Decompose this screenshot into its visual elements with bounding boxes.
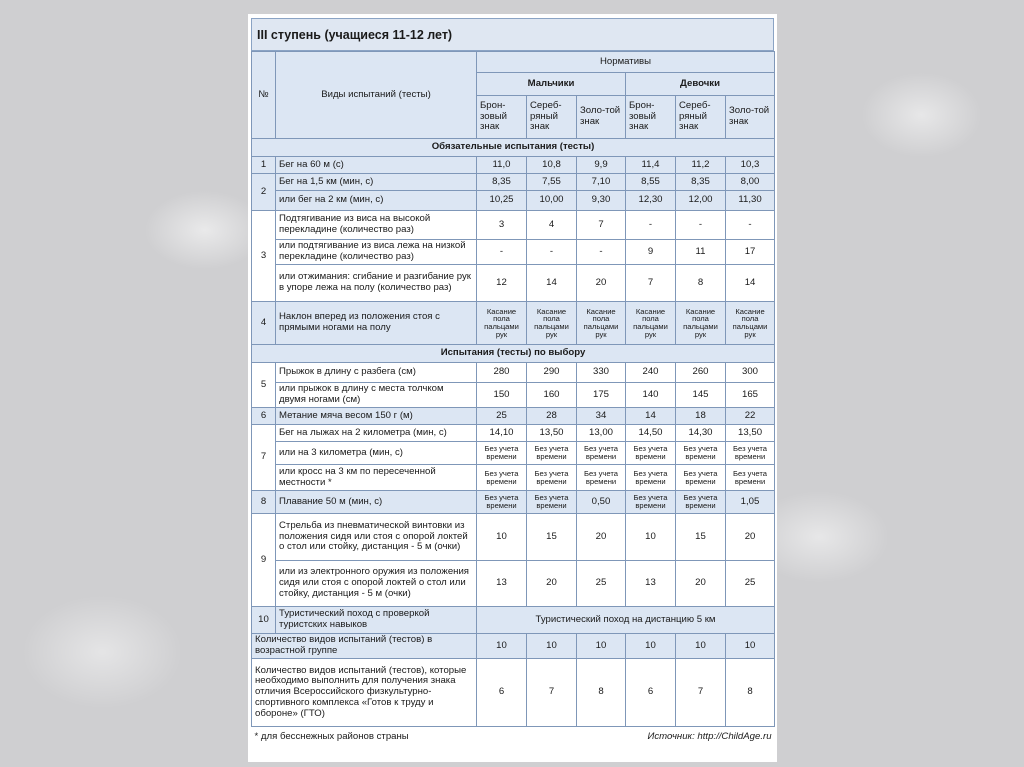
source-note: Источник: http://ChildAge.ru (577, 727, 775, 749)
test-name: Метание мяча весом 150 г (м) (276, 408, 477, 425)
norm-value: 14,50 (626, 425, 676, 442)
norm-value: - (676, 211, 726, 240)
test-number: 8 (252, 491, 276, 514)
norm-value: Без учета времени (626, 465, 676, 491)
col-header-boys: Мальчики (477, 73, 626, 96)
test-name: Туристический поход с проверкой туристских навыков (276, 607, 477, 634)
test-number: 5 (252, 363, 276, 408)
test-name: Стрельба из пневматической винтовки из положения сидя или стоя с опорой локтей о стол или стойку, дистанция - 5 м (очки) (276, 514, 477, 561)
norm-value: - (527, 240, 577, 265)
norm-value: 165 (726, 383, 775, 408)
norm-value: - (577, 240, 626, 265)
summary-label: Количество видов испытаний (тестов), которые необходимо выполнить для получения знака отличия Всероссийского физкультурно-спортивного комплекса «Готов к труду и обороне» (ГТО) (252, 659, 477, 727)
norm-value: 11,30 (726, 191, 775, 211)
norm-value: 8 (676, 265, 726, 302)
test-number: 10 (252, 607, 276, 634)
norm-value: 10,3 (726, 157, 775, 174)
norm-value: 9,9 (577, 157, 626, 174)
norm-value: 280 (477, 363, 527, 383)
norm-value: 34 (577, 408, 626, 425)
norm-value: 8 (577, 659, 626, 727)
norm-value: 13,00 (577, 425, 626, 442)
norm-value: Без учета времени (527, 491, 577, 514)
test-name: Наклон вперед из положения стоя с прямыми ногами на полу (276, 302, 477, 345)
norm-value: Касание пола пальцами рук (726, 302, 775, 345)
test-name: или отжимания: сгибание и разгибание рук в упоре лежа на полу (количество раз) (276, 265, 477, 302)
norm-value: 7,10 (577, 174, 626, 191)
norm-value: 13 (477, 561, 527, 607)
norm-value: Касание пола пальцами рук (477, 302, 527, 345)
norm-value: 18 (676, 408, 726, 425)
col-header-silver-girls: Сереб-ряный знак (676, 96, 726, 139)
norm-value: Без учета времени (726, 465, 775, 491)
norm-value: 330 (577, 363, 626, 383)
norm-value: 8 (726, 659, 775, 727)
norm-value: Без учета времени (577, 442, 626, 465)
norm-value: 17 (726, 240, 775, 265)
norm-value: 15 (527, 514, 577, 561)
norm-value: 10 (726, 634, 775, 659)
norm-value: Без учета времени (676, 465, 726, 491)
norm-value: 14 (527, 265, 577, 302)
norm-value: 13,50 (527, 425, 577, 442)
norm-value: - (626, 211, 676, 240)
test-number: 2 (252, 174, 276, 211)
test-number: 3 (252, 211, 276, 302)
norm-value: 10 (577, 634, 626, 659)
test-name: или на 3 километра (мин, с) (276, 442, 477, 465)
test-name: или подтягивание из виса лежа на низкой перекладине (количество раз) (276, 240, 477, 265)
col-header-bronze-boys: Брон-зовый знак (477, 96, 527, 139)
norm-value: 10,25 (477, 191, 527, 211)
norm-value: Без учета времени (626, 491, 676, 514)
test-name: Подтягивание из виса на высокой перекладине (количество раз) (276, 211, 477, 240)
norm-value: 14,30 (676, 425, 726, 442)
norms-table (251, 51, 775, 749)
col-header-norms: Нормативы (477, 52, 775, 73)
norm-value: 25 (577, 561, 626, 607)
norm-value: 8,35 (676, 174, 726, 191)
col-header-girls: Девочки (626, 73, 775, 96)
col-header-num: № (252, 52, 276, 139)
norm-value: 13 (626, 561, 676, 607)
footnote: * для бесснежных районов страны (252, 727, 577, 749)
norm-value: 140 (626, 383, 676, 408)
section-optional: Испытания (тесты) по выбору (252, 345, 775, 363)
norm-value: 15 (676, 514, 726, 561)
norm-value: 11,2 (676, 157, 726, 174)
norm-value: 290 (527, 363, 577, 383)
norm-value: 10 (477, 634, 527, 659)
norm-value: Касание пола пальцами рук (527, 302, 577, 345)
norm-value: Без учета времени (626, 442, 676, 465)
test-number: 1 (252, 157, 276, 174)
norm-value: 13,50 (726, 425, 775, 442)
norm-value: Без учета времени (676, 491, 726, 514)
norm-value: 12,30 (626, 191, 676, 211)
norm-value: 11 (676, 240, 726, 265)
test-number: 6 (252, 408, 276, 425)
norm-value: 150 (477, 383, 527, 408)
norm-value: 20 (577, 514, 626, 561)
norm-value: 0,50 (577, 491, 626, 514)
norm-value: 7 (527, 659, 577, 727)
norm-value: 300 (726, 363, 775, 383)
norm-value: 7 (577, 211, 626, 240)
norm-value: 175 (577, 383, 626, 408)
norm-value: 20 (726, 514, 775, 561)
test-number: 4 (252, 302, 276, 345)
section-mandatory: Обязательные испытания (тесты) (252, 139, 775, 157)
test-name: или бег на 2 км (мин, с) (276, 191, 477, 211)
col-header-tests: Виды испытаний (тесты) (276, 52, 477, 139)
norm-value: 10 (527, 634, 577, 659)
norm-value: 28 (527, 408, 577, 425)
test-name: Прыжок в длину с разбега (см) (276, 363, 477, 383)
norm-value: 8,55 (626, 174, 676, 191)
col-header-gold-boys: Золо-той знак (577, 96, 626, 139)
norm-value: Без учета времени (726, 442, 775, 465)
merged-norm: Туристический поход на дистанцию 5 км (477, 607, 775, 634)
norm-value: Без учета времени (477, 442, 527, 465)
norm-value: 10 (626, 514, 676, 561)
norm-value: 14 (626, 408, 676, 425)
norm-value: 14 (726, 265, 775, 302)
norm-value: 10 (477, 514, 527, 561)
norm-value: 7 (676, 659, 726, 727)
norm-value: 11,4 (626, 157, 676, 174)
norm-value: Касание пола пальцами рук (577, 302, 626, 345)
norm-value: 22 (726, 408, 775, 425)
norm-value: 12 (477, 265, 527, 302)
norm-value: Без учета времени (577, 465, 626, 491)
col-header-gold-girls: Золо-той знак (726, 96, 775, 139)
norm-value: 160 (527, 383, 577, 408)
norm-value: 6 (477, 659, 527, 727)
norm-value: Без учета времени (527, 442, 577, 465)
test-name: или прыжок в длину с места толчком двумя ногами (см) (276, 383, 477, 408)
test-number: 9 (252, 514, 276, 607)
norm-value: Без учета времени (676, 442, 726, 465)
norm-value: 8,00 (726, 174, 775, 191)
norm-value: 9,30 (577, 191, 626, 211)
norm-value: 8,35 (477, 174, 527, 191)
norm-value: Без учета времени (477, 465, 527, 491)
norm-value: 1,05 (726, 491, 775, 514)
norm-value: 9 (626, 240, 676, 265)
norm-value: Касание пола пальцами рук (676, 302, 726, 345)
norm-value: 10,00 (527, 191, 577, 211)
norm-value: 4 (527, 211, 577, 240)
norm-value: 7 (626, 265, 676, 302)
norm-value: - (477, 240, 527, 265)
norm-value: 145 (676, 383, 726, 408)
norm-value: 10,8 (527, 157, 577, 174)
norm-value: 10 (676, 634, 726, 659)
norm-value: Без учета времени (527, 465, 577, 491)
norm-value: 25 (726, 561, 775, 607)
norm-value: 25 (477, 408, 527, 425)
norm-value: 6 (626, 659, 676, 727)
norms-document (248, 14, 777, 762)
test-name: Бег на лыжах на 2 километра (мин, с) (276, 425, 477, 442)
norm-value: 260 (676, 363, 726, 383)
test-name: Плавание 50 м (мин, с) (276, 491, 477, 514)
norm-value: 11,0 (477, 157, 527, 174)
norm-value: - (726, 211, 775, 240)
test-name: или из электронного оружия из положения сидя или стоя с опорой локтей о стол или стойку, дистанция - 5 м (очки) (276, 561, 477, 607)
document-title: III ступень (учащиеся 11-12 лет) (251, 18, 774, 51)
norm-value: 12,00 (676, 191, 726, 211)
norm-value: Касание пола пальцами рук (626, 302, 676, 345)
test-name: Бег на 60 м (с) (276, 157, 477, 174)
norm-value: 20 (527, 561, 577, 607)
norm-value: 20 (577, 265, 626, 302)
summary-label: Количество видов испытаний (тестов) в возрастной группе (252, 634, 477, 659)
norm-value: 3 (477, 211, 527, 240)
norm-value: 7,55 (527, 174, 577, 191)
col-header-bronze-girls: Брон-зовый знак (626, 96, 676, 139)
norm-value: 20 (676, 561, 726, 607)
test-name: Бег на 1,5 км (мин, с) (276, 174, 477, 191)
norm-value: 10 (626, 634, 676, 659)
norm-value: 14,10 (477, 425, 527, 442)
test-number: 7 (252, 425, 276, 491)
norm-value: Без учета времени (477, 491, 527, 514)
test-name: или кросс на 3 км по пересеченной местности * (276, 465, 477, 491)
norm-value: 240 (626, 363, 676, 383)
col-header-silver-boys: Сереб-ряный знак (527, 96, 577, 139)
